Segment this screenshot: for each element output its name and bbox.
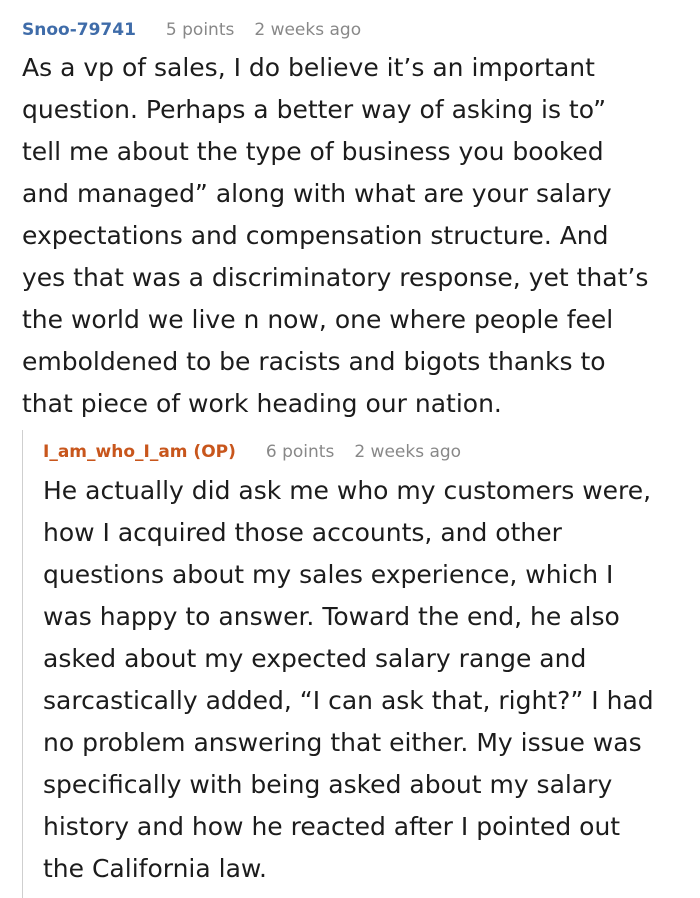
comment-author-link[interactable]: Snoo-79741 [22, 20, 136, 40]
reply-body: He actually did ask me who my customers were, how I acquired those accounts, and other questions about my sales experience, which I was happy to answer. Toward the end, he also asked about my expected salary range and sarcastically added, “I can ask that, right?” I had no problem answering that either. My issue was specifically with being asked about my salary history and how he reacted after I pointed out the California law. [43, 476, 654, 883]
reply-timestamp[interactable]: 2 weeks ago [354, 442, 462, 462]
reply-thread-line[interactable] [22, 430, 700, 898]
reply-comment [43, 440, 693, 890]
comment [22, 18, 692, 425]
reply-points: 6 points [265, 442, 335, 462]
comment-body: As a vp of sales, I do believe it’s an important question. Perhaps a better way of asking is to” tell me about the type of business you booked and managed” along with what are your salary expectations and compensation structure. And yes that was a discriminatory response, yet that’s the world we live n now, one where people feel emboldened to be racists and bigots thanks to that piece of work heading our nation. [22, 53, 649, 418]
reply-author-link[interactable]: I_am_who_I_am (OP) [43, 442, 236, 462]
comment-timestamp[interactable]: 2 weeks ago [254, 20, 362, 40]
reply-meta [43, 440, 693, 464]
comment-points: 5 points [165, 20, 235, 40]
comment-meta [22, 18, 692, 42]
